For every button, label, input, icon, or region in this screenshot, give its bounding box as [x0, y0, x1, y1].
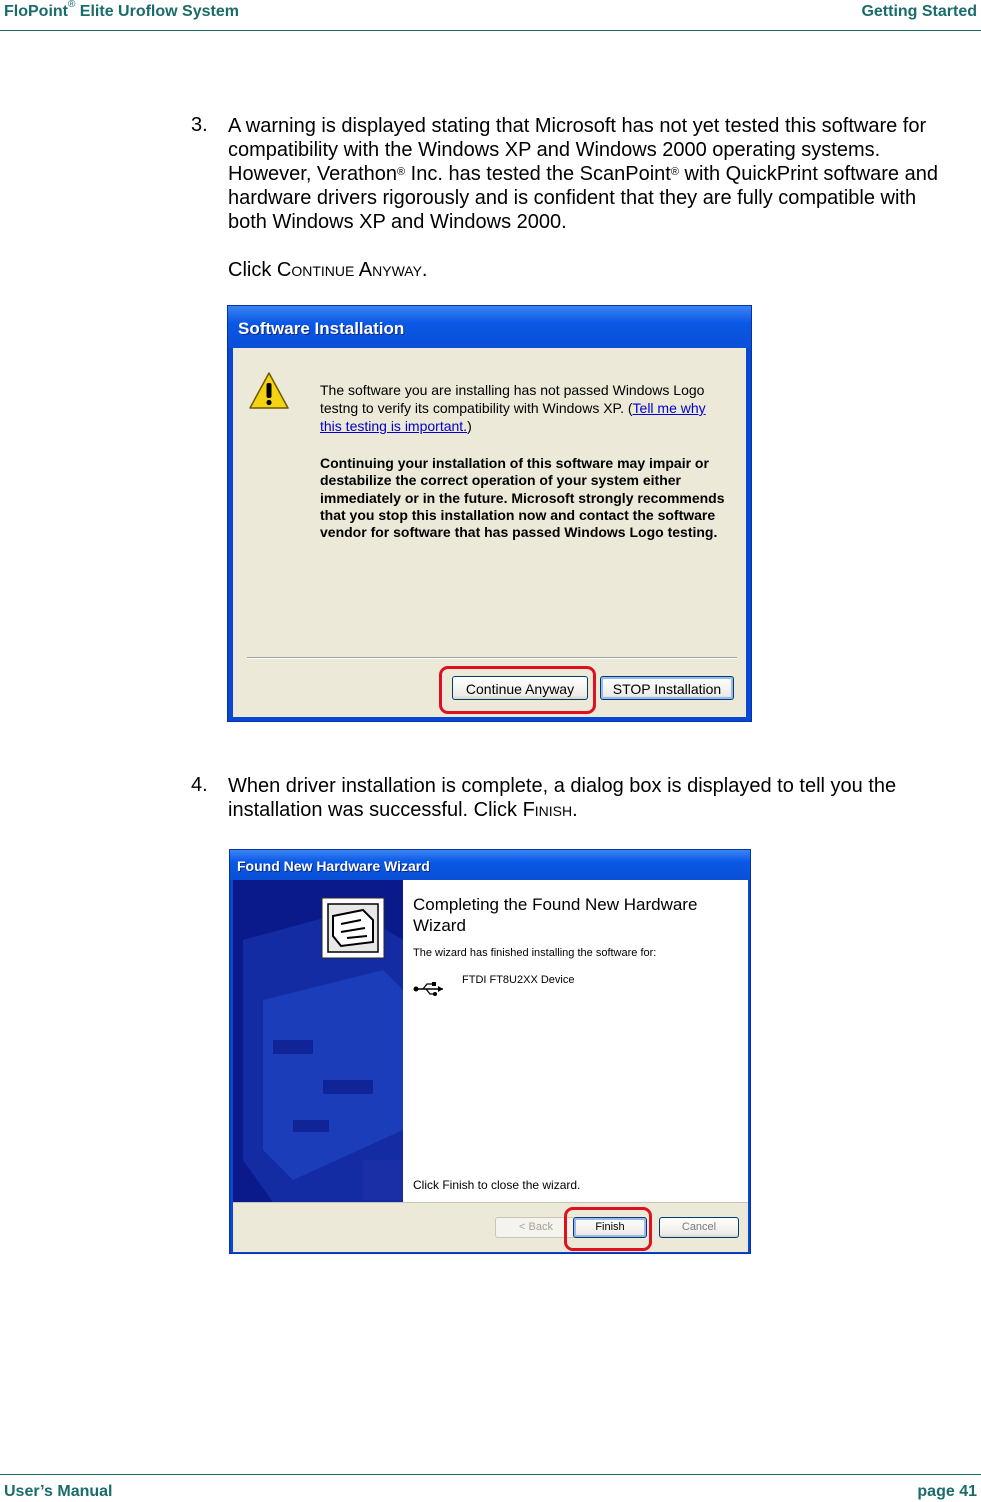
warning-details: Continuing your installation of this software may impair or destabilize the correct operation of your system either immediately or in the future. Microsoft strongly recommends that you stop this installation now and contact the software vendor for software that has passed Windows Logo testing.	[320, 455, 725, 541]
wizard-content	[403, 880, 748, 1202]
warning-message: The software you are installing has not passed Windows Logo testng to verify its compatibility with Windows XP. (Tell me why this testing is important.)	[320, 382, 706, 434]
page-footer	[0, 1474, 981, 1502]
wizard-close-text: Click Finish to close the wizard.	[413, 1178, 581, 1192]
page-number: page 41	[917, 1483, 977, 1500]
highlight-circle	[439, 666, 596, 714]
header-product: FloPoint® Elite Uroflow System	[4, 0, 239, 20]
warning-icon	[248, 370, 290, 412]
wizard-button-bar	[233, 1202, 748, 1252]
tell-me-why-link[interactable]: Tell me why this testing is important.	[320, 400, 706, 434]
step-3-text: A warning is displayed stating that Microsoft has not yet tested this software for compatibility with the Windows XP and Windows 2000 operating systems. However, Verathon® Inc. has tested the ScanPoint® with QuickPrint software and hardware drivers rigorously and is confident that they are fully compatible with both Windows XP and Windows 2000.	[228, 115, 938, 233]
step-4-text: When driver installation is complete, a dialog box is displayed to tell you the installation was successful. Click Finish.	[228, 775, 897, 821]
step-4-number: 4.	[191, 774, 208, 796]
divider	[247, 657, 737, 659]
found-new-hardware-dialog	[229, 849, 751, 1254]
highlight-circle	[564, 1207, 652, 1251]
software-installation-dialog	[227, 305, 752, 722]
dialog-title: Found New Hardware Wizard	[237, 858, 430, 874]
finish-button[interactable]: Finish	[573, 1217, 647, 1238]
dialog-titlebar	[230, 850, 750, 880]
page-header	[0, 0, 981, 31]
stop-installation-button[interactable]: STOP Installation	[600, 676, 734, 700]
dialog-titlebar	[228, 306, 751, 348]
dialog-body	[233, 348, 746, 717]
wizard-side-banner	[233, 880, 403, 1202]
continue-anyway-button[interactable]: Continue Anyway	[452, 676, 588, 700]
wizard-finished-text: The wizard has finished installing the software for:	[413, 947, 657, 959]
step-3-number: 3.	[191, 114, 208, 136]
footer-manual: User’s Manual	[4, 1483, 113, 1500]
wizard-banner-art	[233, 880, 403, 1202]
device-name: FTDI FT8U2XX Device	[462, 974, 575, 986]
wizard-heading: Completing the Found New Hardware Wizard	[413, 895, 698, 935]
header-section: Getting Started	[861, 3, 977, 20]
back-button[interactable]: < Back	[495, 1217, 577, 1238]
usb-icon	[413, 981, 447, 997]
step-3-instruction: Click Continue Anyway.	[228, 259, 428, 281]
cancel-button[interactable]: Cancel	[659, 1217, 739, 1238]
dialog-title: Software Installation	[238, 319, 405, 338]
